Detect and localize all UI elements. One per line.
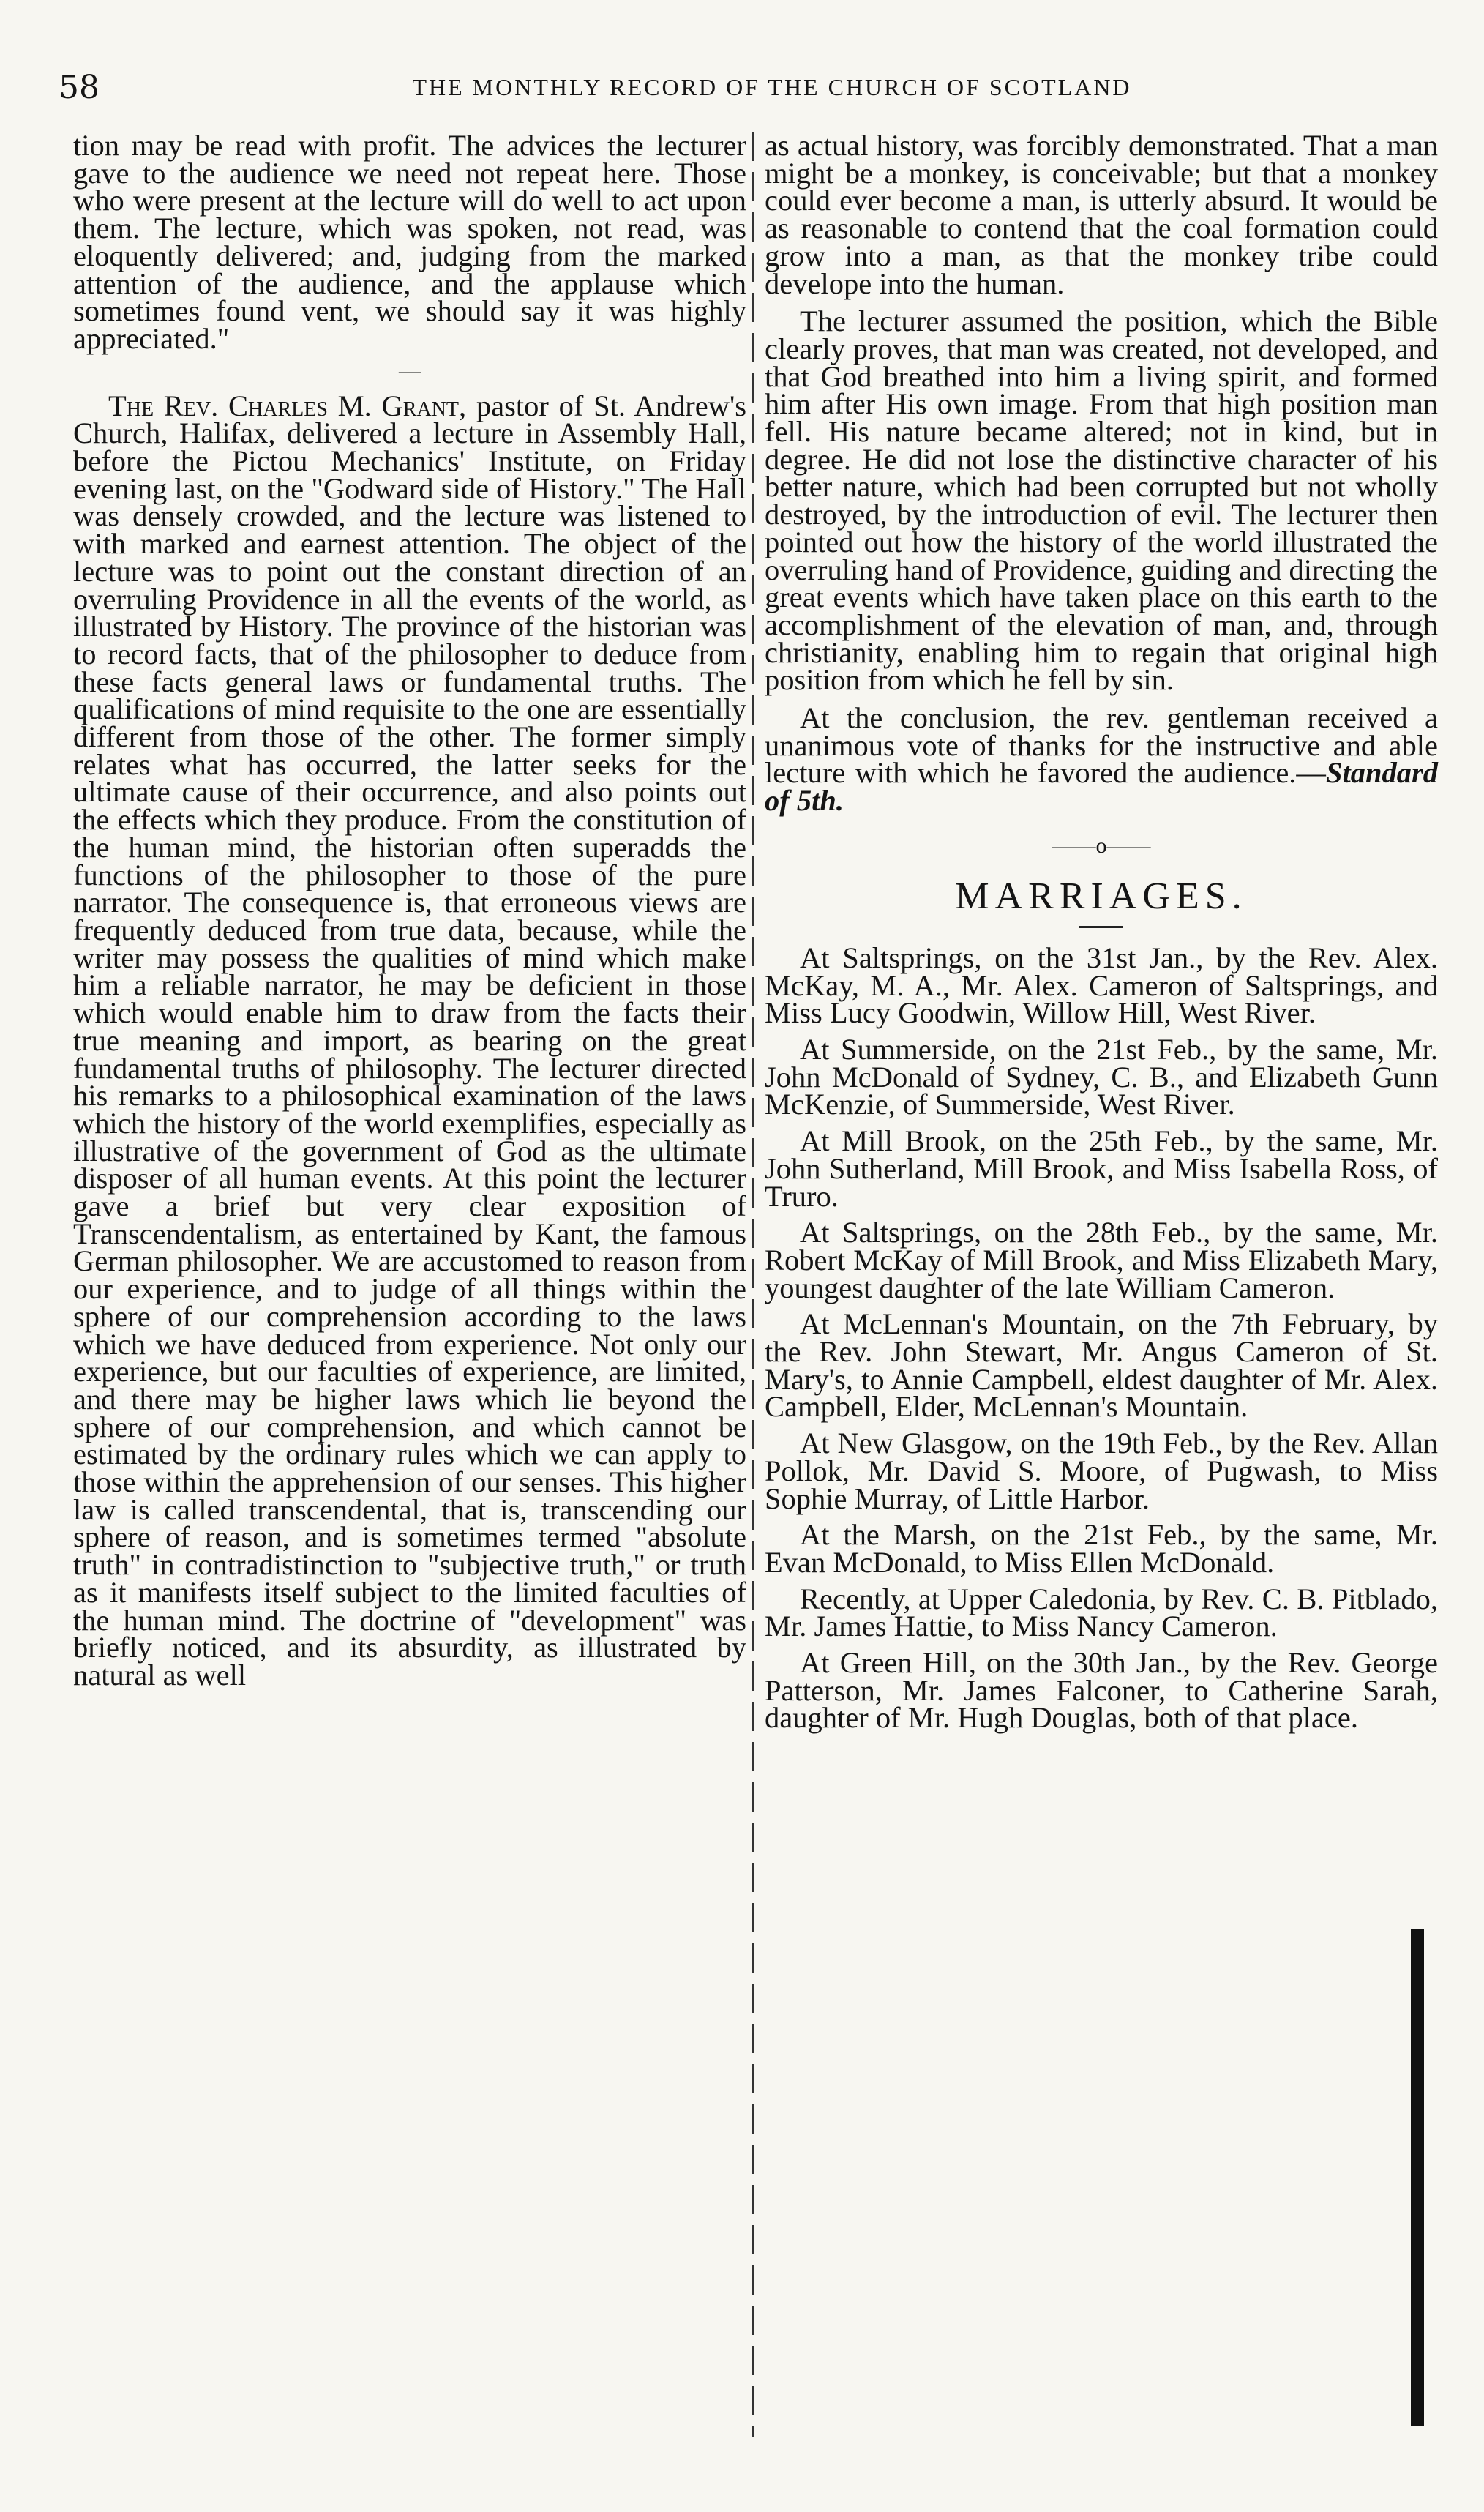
- section-separator: —: [399, 358, 421, 383]
- running-head: THE MONTHLY RECORD OF THE CHURCH OF SCOTLAND: [412, 73, 1132, 100]
- binding-edge-mark: [1411, 1929, 1424, 2426]
- marriage-notices: [765, 941, 1438, 1735]
- left-column: [73, 129, 746, 1692]
- column-divider: [752, 132, 754, 2437]
- marriage-notice: At New Glasgow, on the 19th Feb., by the Rev. Allan Pollok, Mr. David S. Moore, of Pugwash, to Miss Sophie Murray, of Little Harbor.: [765, 1427, 1438, 1515]
- lecture-report-paragraph-2: The lecturer assumed the position, which the Bible clearly proves, that man was created, not developed, and that God breathed into him a living spirit, and formed him after His own image. From that high position man fell. His nature became altered; not in kind, but in degree. He did not lose the distinctive character of his better nature, which had been corrupted but not wholly destroyed, by the introduction of evil. The lecturer then pointed out how the history of the world illustrated the overruling hand of Providence, guiding and directing the great events which have taken place on this earth to the accomplishment of the elevation of man, and, through christianity, enabling him to regain that original high position from which he fell by sin.: [765, 304, 1439, 697]
- marriage-notice: At Saltsprings, on the 28th Feb., by the same, Mr. Robert McKay of Mill Brook, and Miss Elizabeth Mary, youngest daughter of the late William Cameron.: [765, 1216, 1438, 1304]
- marriage-notice: At Summerside, on the 21st Feb., by the same, Mr. John McDonald of Sydney, C. B., and Elizabeth Gunn McKenzie, of Summerside, West River.: [765, 1032, 1438, 1121]
- lecture-review-continuation: tion may be read with profit. The advices the lecturer gave to the audience we need not repeat here. Those who were present at the lecture will do well to act upon them. The lecture, which was spoken, not read, was eloquently delivered; and, judging from the marked attention of the audience, and the applause which sometimes found vent, we should say it was highly appreciated.": [73, 129, 746, 355]
- page-number: 58: [59, 68, 100, 106]
- lecture-report-text: pastor of St. Andrew's Church, Halifax, delivered a lecture in Assembly Hall, before the Pictou Mechanics' Institute, on Friday evening last, on the "Godward side of History." The Hall was densely crowded, and the lecture was listened to with marked and earnest attention. The object of the lecture was to point out the constant direction of an overruling Providence in all the events of the world, as illustrated by History. The province of the historian was to record facts, that of the philosopher to deduce from these facts general laws or fundamental truths. The qualifications of mind requisite to the one are essentially different from those of the other. The former simply relates what has occurred, the latter seeks for the ultimate cause of their occurrence, and also points out the effects which they produce. From the constitution of the human mind, the historian often superadds the functions of the philosopher to those of the pure narrator. The consequence is, that erroneous views are frequently deduced from true data, because, while the writer may possess the qualities of mind which make him a reliable narrator, he may be deficient in those which would enable him to draw from the facts their true meaning and import, as bearing on the great fundamental truths of philosophy. The lecturer directed his remarks to a philosophical examination of the laws which the history of the world exemplifies, especially as illustrative of the government of God as the ultimate disposer of all human events. At this point the lecturer gave a brief but very clear exposition of Transcendentalism, as entertained by Kant, the famous German philosopher. We are accustomed to reason from our experience, and to judge of all things within the sphere of our comprehension according to the laws which we have deduced from experience. Not only our experience, but our faculties of experience, are limited, and there may be higher laws which lie beyond the sphere of our comprehension, and which cannot be estimated by the ordinary rules which we can apply to those within the apprehension of our senses. This higher law is called transcendental, that is, transcending our sphere of reason, and is sometimes termed "absolute truth" in contradistinction to "subjective truth," or truth as it manifests itself subject to the limited faculties of the human mind. The doctrine of "development" was briefly noticed, and its absurdity, as illustrated by natural as well: [73, 389, 746, 1692]
- marriage-notice: At the Marsh, on the 21st Feb., by the same, Mr. Evan McDonald, to Miss Ellen McDonald.: [765, 1518, 1438, 1579]
- source-citation: Standard of 5th.: [765, 756, 1438, 818]
- marriage-notice: Recently, at Upper Caledonia, by Rev. C. B. Pitblado, Mr. James Hattie, to Miss Nancy Cameron.: [765, 1582, 1438, 1643]
- marriages-heading: MARRIAGES.: [955, 875, 1248, 917]
- marriage-notice: At Green Hill, on the 30th Jan., by the Rev. George Patterson, Mr. James Falconer, to Catherine Sarah, daughter of Mr. Hugh Douglas, both of that place.: [765, 1646, 1438, 1735]
- page-header: [59, 61, 1420, 113]
- decorative-separator: ——o——: [1052, 833, 1151, 858]
- lecture-conclusion: [765, 701, 1438, 818]
- conclusion-text: At the conclusion, the rev. gentleman received a unanimous vote of thanks for the instructive and able lecture with which he favored the audience.—: [765, 701, 1438, 790]
- lecture-report-continuation: as actual history, was forcibly demonstrated. That a man might be a monkey, is conceivable; but that a monkey could ever become a man, is utterly absurd. It would be as reasonable to contend that the coal formation could grow into a man, as that the monkey tribe could develope into the human.: [765, 129, 1438, 300]
- right-column: [765, 129, 1439, 1735]
- marriage-notice: At Saltsprings, on the 31st Jan., by the Rev. Alex. McKay, M. A., Mr. Alex. Cameron of Saltsprings, and Miss Lucy Goodwin, Willow Hill, West River.: [765, 941, 1438, 1030]
- marriage-notice: At Mill Brook, on the 25th Feb., by the same, Mr. John Sutherland, Mill Brook, and Miss Isabella Ross, of Truro.: [765, 1124, 1438, 1213]
- heading-rule: [1079, 926, 1123, 928]
- lecture-speaker: The Rev. Charles M. Grant,: [108, 389, 467, 422]
- lecture-report-paragraph: [73, 389, 746, 1692]
- marriage-notice: At McLennan's Mountain, on the 7th February, by the Rev. John Stewart, Mr. Angus Cameron of St. Mary's, to Annie Campbell, eldest daughter of Mr. Alex. Campbell, Elder, McLennan's Mountain.: [765, 1307, 1438, 1424]
